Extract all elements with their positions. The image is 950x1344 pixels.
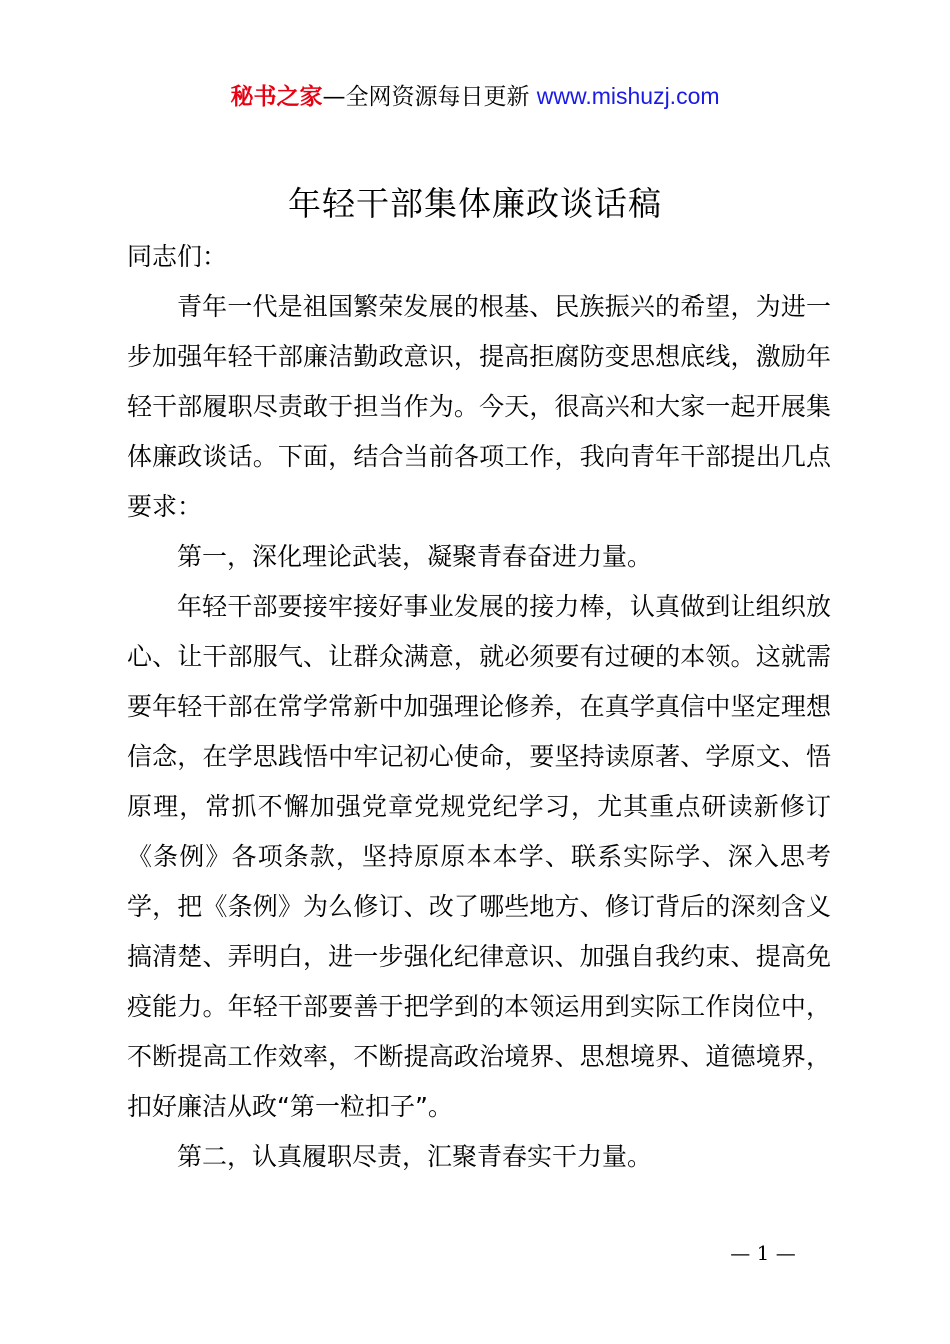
section-heading-second: 第二，认真履职尽责，汇聚青春实干力量。 bbox=[177, 1142, 653, 1171]
site-brand: 秘书之家 bbox=[230, 84, 323, 110]
site-header bbox=[0, 80, 950, 113]
document-title: 年轻干部集体廉政谈话稿 bbox=[288, 184, 662, 223]
document-body bbox=[127, 232, 831, 1182]
paragraph-intro: 青年一代是祖国繁荣发展的根基、民族振兴的希望，为进一步加强年轻干部廉洁勤政意识，提高拒腐防变思想底线，激励年轻干部履职尽责敢于担当作为。今天，很高兴和大家一起开展集体廉政谈话。下面，结合当前各项工作，我向青年干部提出几点要求： bbox=[127, 292, 831, 521]
page-number: — 1 — bbox=[730, 1241, 796, 1265]
section-heading-first: 第一，深化理论武装，凝聚青春奋进力量。 bbox=[177, 542, 653, 571]
site-tagline: —全网资源每日更新 bbox=[322, 84, 530, 110]
paragraph-first-section: 年轻干部要接牢接好事业发展的接力棒，认真做到让组织放心、让干部服气、让群众满意，就必须要有过硬的本领。这就需要年轻干部在常学常新中加强理论修养，在真学真信中坚定理想信念，在学思践悟中牢记初心使命，要坚持读原著、学原文、悟原理，常抓不懈加强党章党规党纪学习，尤其重点研读新修订《条例》各项条款，坚持原原本本学、联系实际学、深入思考学，把《条例》为么修订、改了哪些地方、修订背后的深刻含义搞清楚、弄明白，进一步强化纪律意识、加强自我约束、提高免疫能力。年轻干部要善于把学到的本领运用到实际工作岗位中，不断提高工作效率，不断提高政治境界、思想境界、道德境界，扣好廉洁从政“第一粒扣子”。 bbox=[127, 592, 831, 1121]
site-url-link[interactable]: www.mishuzj.com bbox=[536, 83, 720, 109]
salutation: 同志们： bbox=[127, 242, 228, 271]
